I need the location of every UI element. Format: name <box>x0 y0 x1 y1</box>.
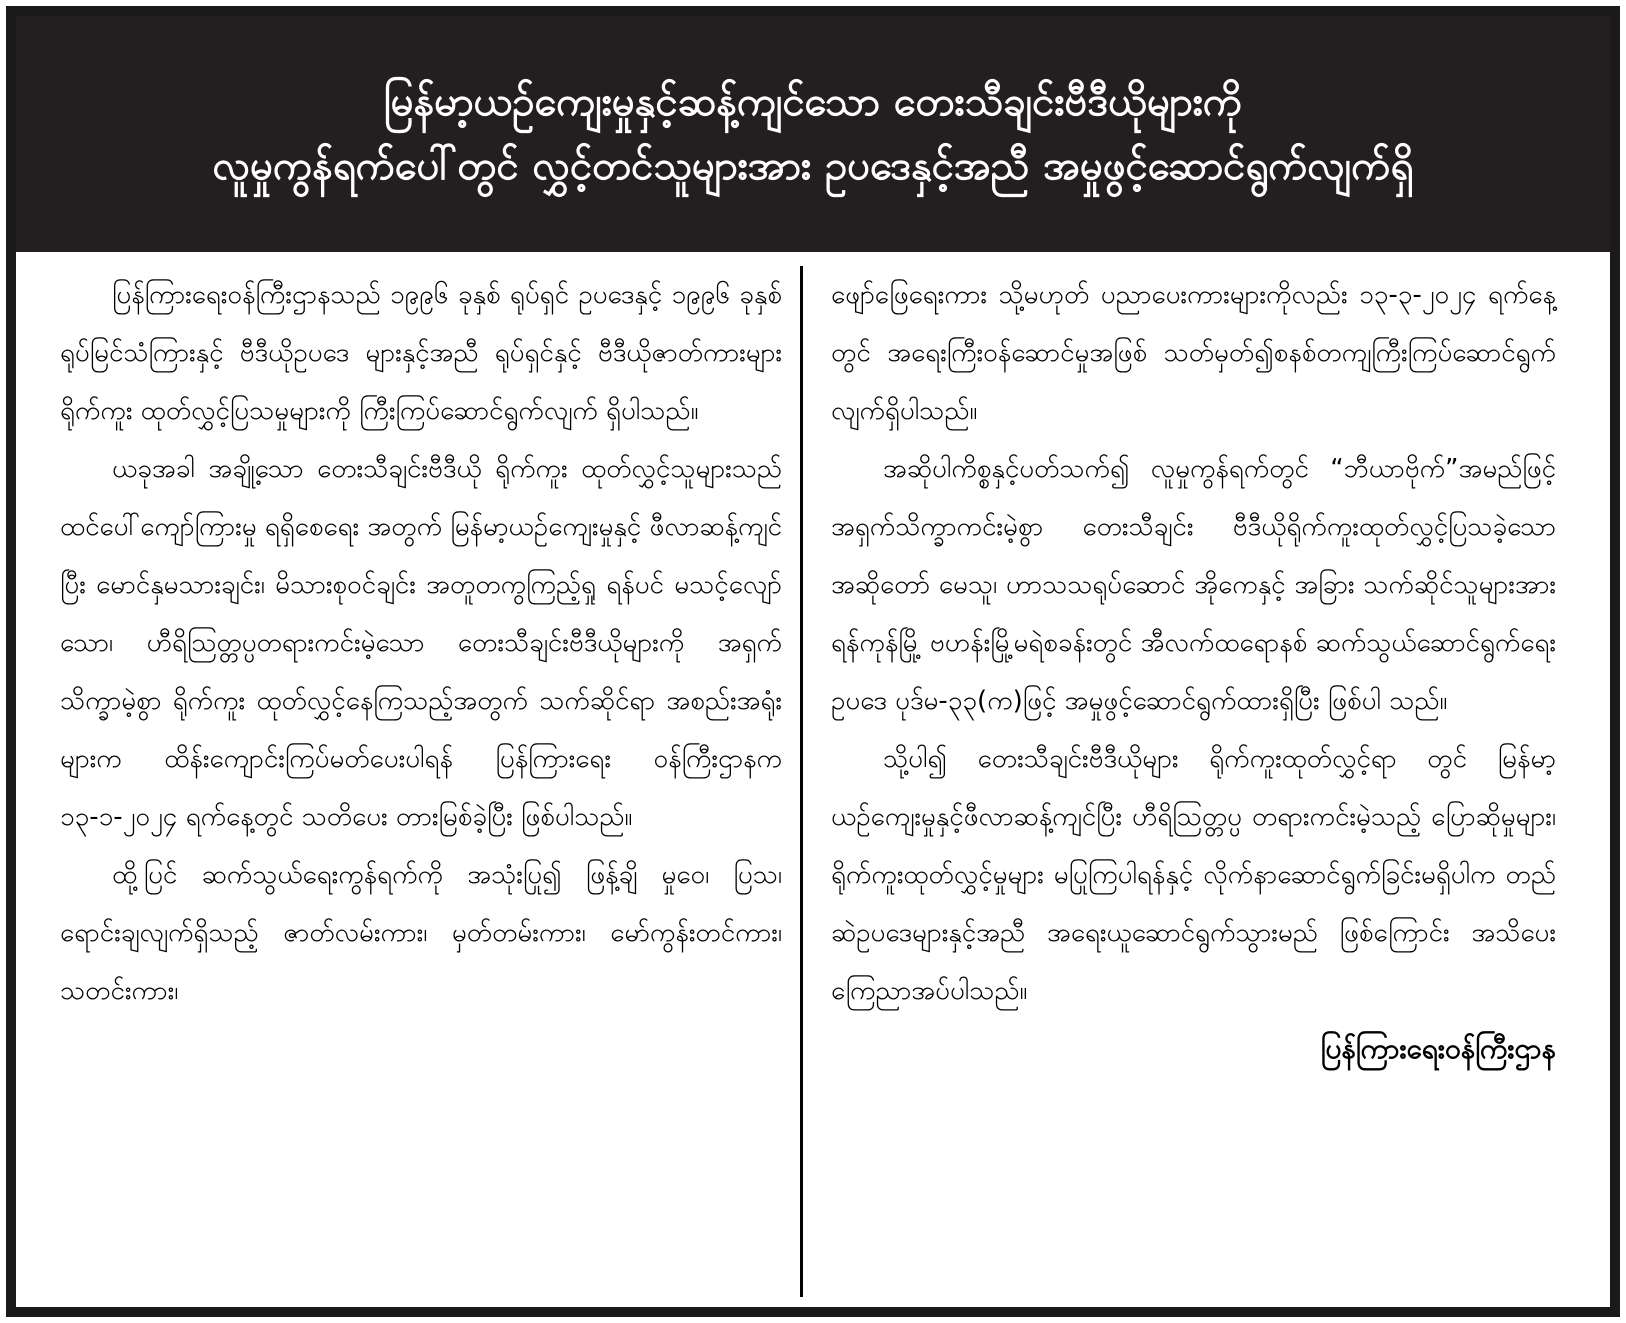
left-paragraph-2: ယခုအခါ အချို့သော တေးသီချင်းဗီဒီယို ရိုက်ကူး ထုတ်လွှင့်သူများသည် ထင်ပေါ်ကျော်ကြားမှု ရရှိစေရေး အတွက် မြန်မာ့ယဉ်ကျေးမှုနှင့် ဖီလာဆန့်ကျင်ပြီး မောင်နှမသားချင်း၊ မိသားစုဝင်ချင်း အတူတကွကြည့်ရှု ရန်ပင် မသင့်လျော်သော၊ ဟီရိဩတ္တပ္ပတရားကင်းမဲ့သော တေးသီချင်းဗီဒီယိုများကို အရှက်သိက္ခာမဲ့စွာ ရိုက်ကူး ထုတ်လွှင့်နေကြသည့်အတွက် သက်ဆိုင်ရာ အစည်းအရုံး များက ထိန်းကျောင်းကြပ်မတ်ပေးပါရန် ပြန်ကြားရေး ဝန်ကြီးဌာနက ၁၃-၁-၂၀၂၄ ရက်နေ့တွင် သတိပေး တားမြစ်ခဲ့ပြီး ဖြစ်ပါသည်။ <box>60 454 782 832</box>
right-paragraph-1: ဖျော်ဖြေရေးကား သို့မဟုတ် ပညာပေးကားများကိုလည်း ၁၃-၃-၂၀၂၄ ရက်နေ့တွင် အရေးကြီးဝန်ဆောင်မှုအဖြစ် သတ်မှတ်၍စနစ်တကျကြီးကြပ်ဆောင်ရွက်လျက်ရှိပါသည်။ <box>831 280 1556 426</box>
right-paragraph-2: အဆိုပါကိစ္စနှင့်ပတ်သက်၍ လူမှုကွန်ရက်တွင် “ဘီယာဗိုက်”အမည်ဖြင့် အရှက်သိက္ခာကင်းမဲ့စွာ တေးသီချင်း ဗီဒီယိုရိုက်ကူးထုတ်လွှင့်ပြသခဲ့သော အဆိုတော် မေသူ၊ ဟာသသရုပ်ဆောင် အိုကေနှင့် အခြား သက်ဆိုင်သူများအား ရန်ကုန်မြို့ ဗဟန်းမြို့မရဲစခန်းတွင် အီလက်ထရောနစ် ဆက်သွယ်ဆောင်ရွက်ရေးဥပဒေ ပုဒ်မ-၃၃(က)ဖြင့် အမှုဖွင့်ဆောင်ရွက်ထားရှိပြီး ဖြစ်ပါ သည်။ <box>831 454 1556 716</box>
headline-line-2: လူမှုကွန်ရက်ပေါ်တွင် လွှင့်တင်သူများအား ဥပဒေနှင့်အညီ အမှုဖွင့်ဆောင်ရွက်လျက်ရှိ <box>212 143 1414 189</box>
right-paragraph-3: သို့ပါ၍ တေးသီချင်းဗီဒီယိုများ ရိုက်ကူးထုတ်လွှင့်ရာ တွင် မြန်မာ့ယဉ်ကျေးမှုနှင့်ဖီလာဆန့်ကျင်ပြီး ဟီရိဩတ္တပ္ပ တရားကင်းမဲ့သည့် ပြောဆိုမှုများ၊ ရိုက်ကူးထုတ်လွှင့်မှုများ မပြုကြပါရန်နှင့် လိုက်နာဆောင်ရွက်ခြင်းမရှိပါက တည်ဆဲဥပဒေများနှင့်အညီ အရေးယူဆောင်ရွက်သွားမည် ဖြစ်ကြောင်း အသိပေးကြေညာအပ်ပါသည်။ <box>831 744 1556 1006</box>
left-column <box>32 266 803 1297</box>
right-column <box>803 266 1574 1297</box>
announcement-frame <box>6 6 1620 1317</box>
announcement-body <box>16 252 1610 1307</box>
headline-line-1: မြန်မာ့ယဉ်ကျေးမှုနှင့်ဆန့်ကျင်သော တေးသီချင်းဗီဒီယိုများကို <box>384 79 1242 125</box>
left-paragraph-3: ထို့ပြင် ဆက်သွယ်ရေးကွန်ရက်ကို အသုံးပြု၍ ဖြန့်ချိ မှုဝေ၊ ပြသ၊ ရောင်းချလျက်ရှိသည့် ဇာတ်လမ်းကား၊ မှတ်တမ်းကား၊ မော်ကွန်းတင်ကား၊ သတင်းကား၊ <box>60 860 782 1006</box>
issuer-signature: ပြန်ကြားရေးဝန်ကြီးဌာန <box>1320 1032 1556 1065</box>
left-paragraph-1: ပြန်ကြားရေးဝန်ကြီးဌာနသည် ၁၉၉၆ ခုနှစ် ရုပ်ရှင် ဥပဒေနှင့် ၁၉၉၆ ခုနှစ် ရုပ်မြင်သံကြားနှင့် ဗီဒီယိုဥပဒေ များနှင့်အညီ ရုပ်ရှင်နှင့် ဗီဒီယိုဇာတ်ကားများ ရိုက်ကူး ထုတ်လွှင့်ပြသမှုများကို ကြီးကြပ်ဆောင်ရွက်လျက် ရှိပါသည်။ <box>60 280 782 426</box>
headline-banner <box>16 16 1610 252</box>
